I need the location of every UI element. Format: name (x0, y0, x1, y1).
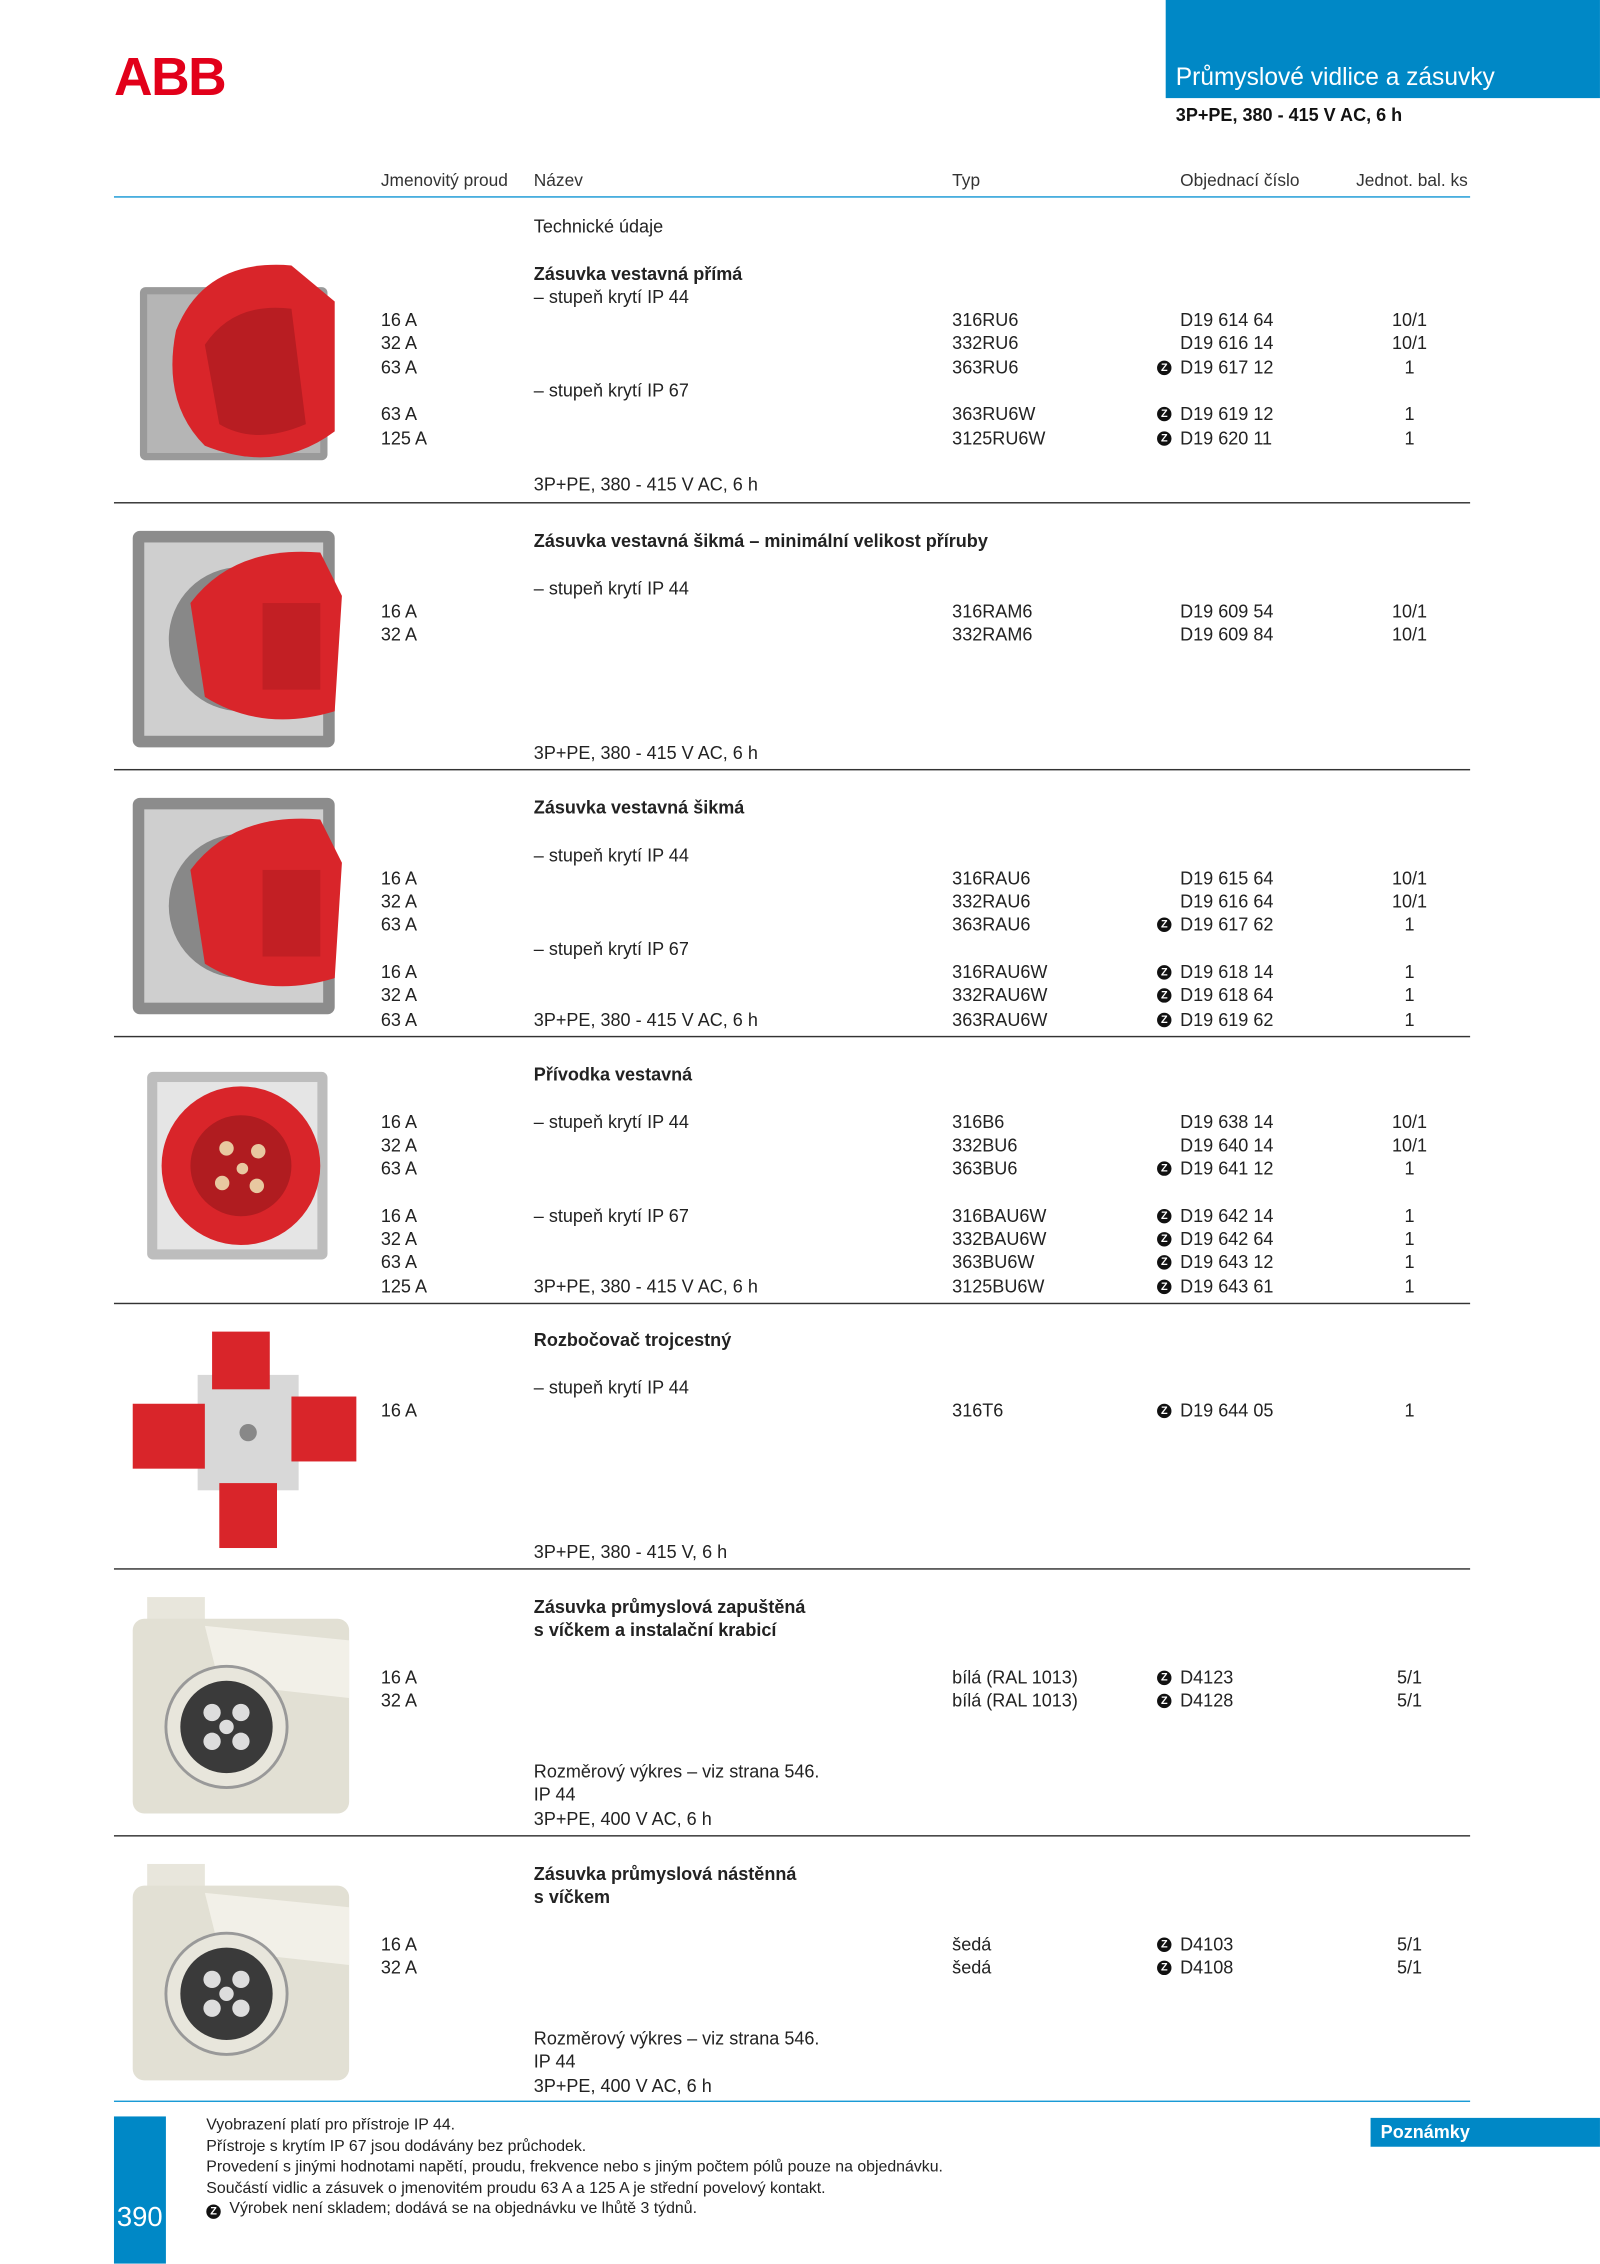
table-row (0, 890, 1600, 914)
rated-current: 16 A (380, 962, 417, 983)
order-number: D19 640 14 (1180, 1135, 1274, 1156)
table-row (0, 285, 1600, 309)
type-code: 332RAU6W (952, 985, 1048, 1007)
order-number: D19 617 12 (1180, 357, 1274, 378)
col-header-order: Objednací číslo (1180, 170, 1300, 191)
rated-current: 32 A (380, 624, 417, 646)
not-in-stock-icon: Z (1157, 1937, 1171, 1951)
not-in-stock-icon: Z (1157, 1961, 1171, 1975)
rated-current: 63 A (380, 915, 417, 936)
table-row (0, 1446, 1600, 1470)
pack-quantity: 1 (1404, 985, 1415, 1007)
table-row (0, 624, 1600, 648)
section-divider (114, 1303, 1470, 1304)
product-spec: IP 44 (533, 2052, 576, 2073)
table-row (0, 1980, 1600, 2004)
product-spec: 3P+PE, 380 - 415 V AC, 6 h (533, 475, 758, 496)
note: Součástí vidlic a zásuvek o jmenovitém proudu 63 A a 125 A je střední povelový kontakt. (206, 2179, 826, 2197)
table-row (0, 262, 1600, 286)
table-row (0, 1134, 1600, 1158)
not-in-stock-icon: Z (1157, 1232, 1171, 1246)
table-row (0, 1157, 1600, 1181)
type-code: 316B6 (952, 1111, 1005, 1132)
product-spec: – stupeň krytí IP 44 (533, 286, 689, 308)
footer-notes (206, 2115, 943, 2220)
rated-current: 16 A (380, 1111, 417, 1132)
note: Vyobrazení platí pro přístroje IP 44. (206, 2116, 456, 2134)
rated-current: 125 A (380, 428, 428, 449)
order-number: D4123 (1180, 1667, 1234, 1688)
product-name: Zásuvka průmyslová zapuštěná (533, 1597, 806, 1618)
table-row (0, 1110, 1600, 1134)
type-code: 363RU6W (952, 404, 1036, 425)
pack-quantity: 1 (1404, 1229, 1415, 1250)
type-code: 316RAU6 (952, 868, 1031, 889)
table-row (0, 1760, 1600, 1784)
order-number: D19 641 12 (1180, 1158, 1274, 1179)
table-row (0, 671, 1600, 695)
table-row (0, 1596, 1600, 1620)
pack-quantity: 10/1 (1391, 891, 1428, 913)
not-in-stock-icon: Z (1157, 1162, 1171, 1176)
rated-current: 63 A (380, 357, 417, 378)
rated-current: 16 A (380, 601, 417, 622)
section-divider (114, 1568, 1470, 1569)
pack-quantity: 1 (1404, 1009, 1415, 1030)
section-divider (114, 769, 1470, 770)
product-name: Zásuvka vestavná šikmá (533, 797, 745, 819)
type-code: 316T6 (952, 1400, 1004, 1421)
table-row (0, 1666, 1600, 1690)
product-name: Přívodka vestavná (533, 1064, 693, 1085)
rated-current: 32 A (380, 1135, 417, 1156)
rated-current: 16 A (380, 1934, 417, 1955)
type-code: 332RAU6 (952, 891, 1031, 913)
type-code: 363RAU6W (952, 1009, 1048, 1030)
order-number: D19 643 61 (1180, 1276, 1274, 1297)
note: Provedení s jinými hodnotami napětí, proudu, frekvence nebo s jiným počtem pólů pouze na objednávku. (206, 2158, 943, 2176)
product-name: Zásuvka průmyslová nástěnná (533, 1863, 797, 1885)
rated-current: 32 A (380, 891, 417, 913)
footer-divider (114, 2101, 1470, 2102)
table-row (0, 1863, 1600, 1887)
order-number: D19 614 64 (1180, 310, 1274, 331)
not-in-stock-icon: Z (1157, 1404, 1171, 1418)
rated-current: 16 A (380, 1667, 417, 1688)
note: Přístroje s krytím IP 67 jsou dodávány bez průchodek. (206, 2137, 587, 2155)
product-spec: IP 44 (533, 1785, 576, 1806)
table-row (0, 450, 1600, 474)
rated-current: 32 A (380, 1958, 417, 1979)
product-spec: Technické údaje (533, 216, 664, 237)
not-in-stock-icon: Z (1157, 431, 1171, 445)
rated-current: 16 A (380, 310, 417, 331)
table-row (0, 238, 1600, 262)
pack-quantity: 10/1 (1391, 868, 1428, 889)
product-spec: 3P+PE, 380 - 415 V, 6 h (533, 1541, 728, 1562)
product-spec: – stupeň krytí IP 44 (533, 844, 689, 866)
notes-tab: Poznámky (1371, 2118, 1600, 2147)
type-code: 363BU6W (952, 1252, 1035, 1274)
product-spec: – stupeň krytí IP 67 (533, 938, 689, 960)
product-name: Zásuvka vestavná přímá (533, 263, 743, 284)
table-row (0, 1008, 1600, 1032)
pack-quantity: 10/1 (1391, 310, 1428, 331)
col-header-pack: Jednot. bal. ks (1356, 170, 1468, 191)
legend-note-text: Výrobek není skladem; dodává se na objednávku ve lhůtě 3 týdnů. (229, 2200, 697, 2218)
table-row (0, 427, 1600, 451)
table-row (0, 1910, 1600, 1934)
not-in-stock-icon: Z (206, 2205, 220, 2219)
table-row (0, 529, 1600, 553)
table-row (0, 1886, 1600, 1910)
product-name: s víčkem (533, 1887, 611, 1908)
table-row (0, 474, 1600, 498)
legend-note (206, 2199, 943, 2220)
order-number: D19 619 62 (1180, 1009, 1274, 1030)
pack-quantity: 1 (1404, 1276, 1415, 1297)
table-row (0, 1517, 1600, 1541)
table-row (0, 2004, 1600, 2028)
table-row (0, 984, 1600, 1008)
order-number: D19 620 11 (1180, 428, 1273, 449)
table-row (0, 1063, 1600, 1087)
pack-quantity: 5/1 (1396, 1691, 1423, 1712)
table-row (0, 1423, 1600, 1447)
section-divider (114, 1036, 1470, 1037)
pack-quantity: 1 (1404, 1205, 1415, 1226)
table-row (0, 309, 1600, 333)
pack-quantity: 1 (1404, 357, 1415, 378)
product-spec: – stupeň krytí IP 44 (533, 1377, 689, 1398)
page-subtitle: 3P+PE, 380 - 415 V AC, 6 h (1175, 105, 1403, 126)
type-code: 363RAU6 (952, 915, 1031, 936)
type-code: 3125BU6W (952, 1276, 1045, 1297)
product-spec: 3P+PE, 380 - 415 V AC, 6 h (533, 742, 758, 763)
table-row (0, 1329, 1600, 1353)
product-spec: – stupeň krytí IP 67 (533, 380, 689, 402)
not-in-stock-icon: Z (1157, 918, 1171, 932)
pack-quantity: 10/1 (1391, 1135, 1428, 1156)
rated-current: 63 A (380, 1158, 417, 1179)
table-row (0, 576, 1600, 600)
table-row (0, 1352, 1600, 1376)
table-row (0, 1204, 1600, 1228)
pack-quantity: 1 (1404, 1252, 1415, 1274)
order-number: D4108 (1180, 1958, 1234, 1979)
table-row (0, 1784, 1600, 1808)
order-number: D19 618 14 (1180, 962, 1274, 983)
type-code: šedá (952, 1934, 992, 1955)
table-row (0, 796, 1600, 820)
type-code: 316RU6 (952, 310, 1019, 331)
rated-current: 16 A (380, 868, 417, 889)
page-number-bar (114, 2116, 166, 2263)
order-number: D4128 (1180, 1691, 1234, 1712)
type-code: šedá (952, 1958, 992, 1979)
table-row (0, 1643, 1600, 1667)
table-row (0, 1376, 1600, 1400)
pack-quantity: 1 (1404, 1400, 1415, 1421)
type-code: 316RAU6W (952, 962, 1048, 983)
order-number: D19 617 62 (1180, 915, 1274, 936)
product-spec: Rozměrový výkres – viz strana 546. (533, 2028, 820, 2049)
order-number: D19 619 12 (1180, 404, 1274, 425)
table-row (0, 914, 1600, 938)
product-spec: 3P+PE, 400 V AC, 6 h (533, 2075, 712, 2096)
pack-quantity: 1 (1404, 428, 1415, 449)
order-number: D19 643 12 (1180, 1252, 1274, 1274)
rated-current: 16 A (380, 1400, 417, 1421)
col-header-name: Název (533, 170, 583, 191)
order-number: D19 638 14 (1180, 1111, 1274, 1132)
table-row (0, 694, 1600, 718)
order-number: D19 609 84 (1180, 624, 1274, 646)
rated-current: 16 A (380, 1205, 417, 1226)
order-number: D19 642 14 (1180, 1205, 1274, 1226)
table-row (0, 1540, 1600, 1564)
pack-quantity: 1 (1404, 1158, 1415, 1179)
col-header-current: Jmenovitý proud (380, 170, 508, 191)
section-divider (114, 1835, 1470, 1836)
table-row (0, 741, 1600, 765)
not-in-stock-icon: Z (1157, 360, 1171, 374)
rated-current: 32 A (380, 1229, 417, 1250)
product-spec: – stupeň krytí IP 67 (533, 1205, 689, 1226)
not-in-stock-icon: Z (1157, 1012, 1171, 1026)
table-row (0, 937, 1600, 961)
table-row (0, 380, 1600, 404)
table-row (0, 1275, 1600, 1299)
table-row (0, 961, 1600, 985)
rated-current: 125 A (380, 1276, 428, 1297)
table-row (0, 843, 1600, 867)
type-code: bílá (RAL 1013) (952, 1667, 1078, 1688)
rated-current: 63 A (380, 1252, 417, 1274)
type-code: 332BU6 (952, 1135, 1018, 1156)
type-code: 332RU6 (952, 333, 1019, 355)
pack-quantity: 5/1 (1396, 1958, 1423, 1979)
not-in-stock-icon: Z (1157, 1209, 1171, 1223)
product-spec: 3P+PE, 380 - 415 V AC, 6 h (533, 1276, 758, 1297)
not-in-stock-icon: Z (1157, 989, 1171, 1003)
table-row (0, 718, 1600, 742)
pack-quantity: 10/1 (1391, 1111, 1428, 1132)
type-code: 316BAU6W (952, 1205, 1047, 1226)
table-row (0, 1228, 1600, 1252)
table-row (0, 333, 1600, 357)
section-divider (114, 502, 1470, 503)
table-row (0, 1399, 1600, 1423)
order-number: D19 644 05 (1180, 1400, 1274, 1421)
table-row (0, 1957, 1600, 1981)
product-spec: Rozměrový výkres – viz strana 546. (533, 1761, 820, 1782)
product-name: Zásuvka vestavná šikmá – minimální velikost příruby (533, 530, 988, 552)
type-code: 316RAM6 (952, 601, 1033, 622)
pack-quantity: 1 (1404, 962, 1415, 983)
type-code: 3125RU6W (952, 428, 1046, 449)
type-code: bílá (RAL 1013) (952, 1691, 1078, 1712)
order-number: D19 618 64 (1180, 985, 1274, 1007)
table-row (0, 1690, 1600, 1714)
order-number: D19 642 64 (1180, 1229, 1274, 1250)
table-row (0, 1713, 1600, 1737)
table-row (0, 215, 1600, 239)
table-row (0, 1470, 1600, 1494)
product-name: s víčkem a instalační krabicí (533, 1620, 777, 1641)
pack-quantity: 10/1 (1391, 601, 1428, 622)
rated-current: 63 A (380, 1009, 417, 1030)
not-in-stock-icon: Z (1157, 1279, 1171, 1293)
table-row (0, 1807, 1600, 1831)
order-number: D19 616 64 (1180, 891, 1274, 913)
type-code: 363RU6 (952, 357, 1019, 378)
table-row (0, 820, 1600, 844)
table-row (0, 1181, 1600, 1205)
rated-current: 32 A (380, 333, 417, 355)
table-row (0, 1737, 1600, 1761)
order-number: D19 616 14 (1180, 333, 1274, 355)
table-row (0, 647, 1600, 671)
page-number: 390 (116, 2203, 163, 2234)
pack-quantity: 5/1 (1396, 1667, 1423, 1688)
product-spec: – stupeň krytí IP 44 (533, 1111, 689, 1132)
table-row (0, 1493, 1600, 1517)
order-number: D19 615 64 (1180, 868, 1274, 889)
table-row (0, 553, 1600, 577)
product-spec: – stupeň krytí IP 44 (533, 577, 689, 599)
pack-quantity: 5/1 (1396, 1934, 1423, 1955)
not-in-stock-icon: Z (1157, 407, 1171, 421)
table-row (0, 1087, 1600, 1111)
table-row (0, 867, 1600, 891)
page-title: Průmyslové vidlice a zásuvky (1175, 63, 1495, 91)
table-row (0, 1933, 1600, 1957)
pack-quantity: 10/1 (1391, 624, 1428, 646)
table-row (0, 2074, 1600, 2098)
not-in-stock-icon: Z (1157, 1694, 1171, 1708)
table-row (0, 1251, 1600, 1275)
not-in-stock-icon: Z (1157, 1256, 1171, 1270)
table-row (0, 600, 1600, 624)
rated-current: 32 A (380, 985, 417, 1007)
order-number: D19 609 54 (1180, 601, 1274, 622)
table-row (0, 2051, 1600, 2075)
pack-quantity: 10/1 (1391, 333, 1428, 355)
table-row (0, 2027, 1600, 2051)
product-name: Rozbočovač trojcestný (533, 1330, 732, 1351)
product-spec: 3P+PE, 380 - 415 V AC, 6 h (533, 1009, 758, 1030)
table-row (0, 356, 1600, 380)
col-header-type: Typ (952, 170, 981, 191)
pack-quantity: 1 (1404, 404, 1415, 425)
type-code: 363BU6 (952, 1158, 1018, 1179)
product-spec: 3P+PE, 400 V AC, 6 h (533, 1808, 712, 1829)
rated-current: 32 A (380, 1691, 417, 1712)
not-in-stock-icon: Z (1157, 965, 1171, 979)
table-row (0, 1619, 1600, 1643)
abb-logo: ABB (113, 47, 226, 107)
not-in-stock-icon: Z (1157, 1670, 1171, 1684)
rated-current: 63 A (380, 404, 417, 425)
pack-quantity: 1 (1404, 915, 1415, 936)
table-row (0, 403, 1600, 427)
type-code: 332BAU6W (952, 1229, 1047, 1250)
type-code: 332RAM6 (952, 624, 1033, 646)
order-number: D4103 (1180, 1934, 1234, 1955)
header-divider (114, 196, 1470, 197)
